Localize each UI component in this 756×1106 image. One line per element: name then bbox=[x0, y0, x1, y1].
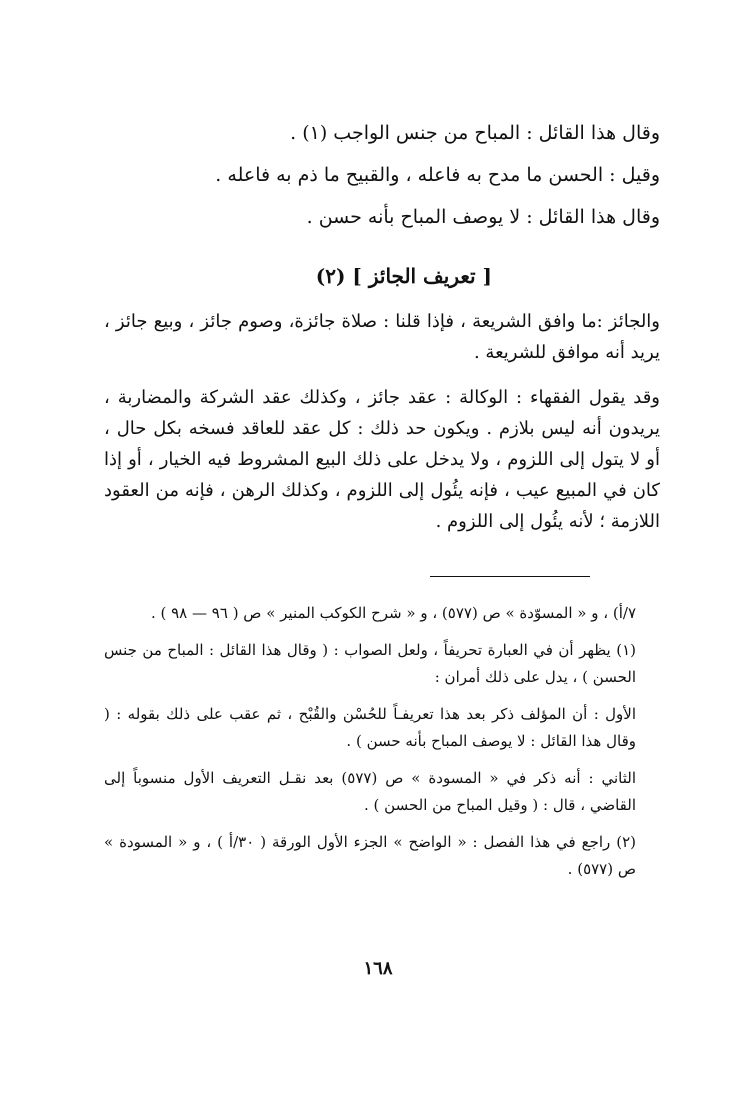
footnote-divider bbox=[430, 576, 590, 577]
footnote-continued: ٧/أ) ، و « المسوّدة » ص (٥٧٧) ، و « شرح الكوكب المنير » ص ( ٩٦ — ٩٨ ) . bbox=[150, 604, 636, 622]
paragraph-1: والجائز :ما وافق الشريعة ، فإذا قلنا : صلاة جائزة، وصوم جائز ، وبيع جائز ، يريد أنه موافق للشريعة . bbox=[104, 311, 660, 363]
footnotes bbox=[104, 600, 636, 893]
page-number: ١٦٨ bbox=[363, 958, 393, 979]
text-line-2: وقيل : الحسن ما مدح به فاعله ، والقبيح ما ذم به فاعله . bbox=[215, 164, 660, 186]
main-text bbox=[104, 112, 660, 537]
text-line-1: وقال هذا القائل : المباح من جنس الواجب (١) . bbox=[290, 122, 660, 144]
footnote-1-first-point: الأول : أن المؤلف ذكر بعد هذا تعريفـاً للحُسْن والقُبْح ، ثم عقب على ذلك بقوله : ( وقال هذا القائل : لا يوصف المباح بأنه حسن ) . bbox=[104, 705, 636, 750]
footnote-1-second-point: الثاني : أنه ذكر في « المسودة » ص (٥٧٧) بعد نقـل التعريف الأول منسوباً إلى القاضي ، قال : ( وقيل المباح من الحسن ) . bbox=[104, 769, 636, 814]
footnote-1: (١) يظهر أن في العبارة تحريفاً ، ولعل الصواب : ( وقال هذا القائل : المباح من جنس الحسن ) ، يدل على ذلك أمران : bbox=[104, 641, 636, 686]
section-heading: [ تعريف الجائز ] (٢) bbox=[315, 264, 492, 288]
text-line-3: وقال هذا القائل : لا يوصف المباح بأنه حسن . bbox=[306, 206, 660, 228]
paragraph-2: وقد يقول الفقهاء : الوكالة : عقد جائز ، وكذلك عقد الشركة والمضاربة ، يريدون أنه ليس بلازم . ويكون حد ذلك : كل عقد للعاقد فسخه بكل حال ، أو لا يتول إلى اللزوم ، ولا يدخل على ذلك البيع المشروط فيه الخيار ، أو إذا كان في المبيع عيب ، فإنه يئُول إلى اللزوم ، وكذلك الرهن ، فإنه من العقود اللازمة ؛ لأنه يئُول إلى اللزوم . bbox=[104, 387, 660, 532]
footnote-2: (٢) راجع في هذا الفصل : « الواضح » الجزء الأول الورقة ( ٣٠/أ ) ، و « المسودة » ص (٥٧٧) . bbox=[104, 833, 637, 878]
